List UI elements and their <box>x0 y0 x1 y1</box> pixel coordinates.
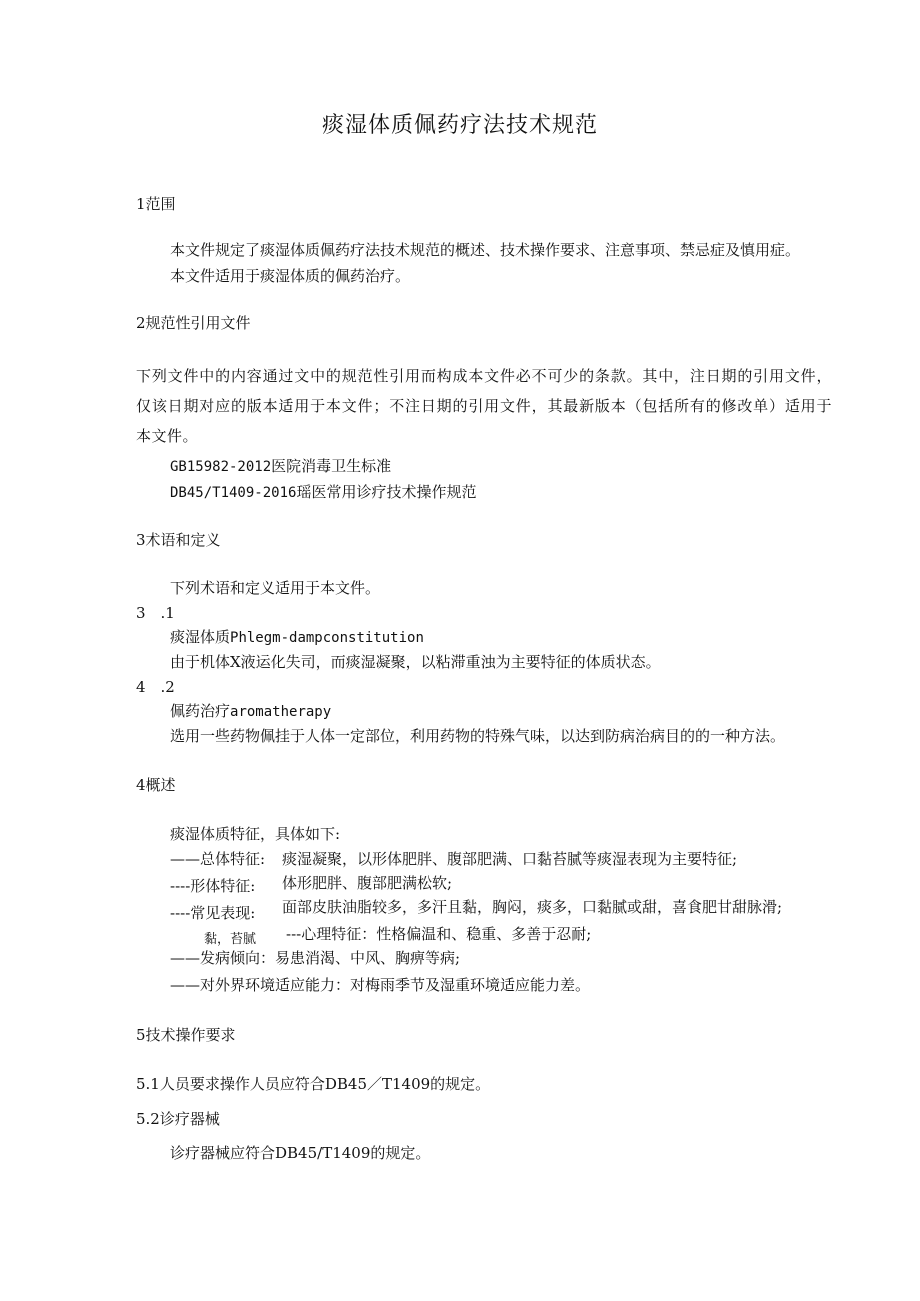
section-3-heading: 3术语和定义 <box>136 531 221 549</box>
reference-name: 医院消毒卫生标准 <box>271 457 392 475</box>
section-1-paragraph-1: 本文件规定了痰湿体质佩药疗法技术规范的概述、技术操作要求、注意事项、禁忌症及慎用症。 <box>170 241 801 259</box>
section-2-intro: 下列文件中的内容通过文中的规范性引用而构成本文件必不可少的条款。其中，注日期的引用文件，仅该日期对应的版本适用于本文件；不注日期的引用文件，其最新版本（包括所有的修改单）适用于本文件。 <box>136 367 832 445</box>
feature-text-disease: ——发病倾向：易患消渴、中风、胸痹等病; <box>170 949 461 967</box>
section-2-heading: 2规范性引用文件 <box>136 314 251 332</box>
term-1-definition: 由于机体X液运化失司，而痰湿凝聚，以粘滞重浊为主要特征的体质状态。 <box>170 653 661 671</box>
section-5-heading: 5技术操作要求 <box>136 1026 236 1044</box>
feature-text-psychology: ---心理特征：性格偏温和、稳重、多善于忍耐; <box>286 925 592 943</box>
term-1-name: 痰湿体质 <box>170 628 231 646</box>
section-1-heading: 1范围 <box>136 195 176 213</box>
term-2-definition: 选用一些药物佩挂于人体一定部位，利用药物的特殊气味，以达到防病治病目的的一种方法。 <box>170 727 786 745</box>
document-title: 痰湿体质佩药疗法技术规范 <box>321 113 598 138</box>
section-4-intro: 痰湿体质特征，具体如下: <box>170 825 341 843</box>
feature-text-adaptation: ——对外界环境适应能力：对梅雨季节及湿重环境适应能力差。 <box>170 976 591 994</box>
reference-name: 瑶医常用诊疗技术操作规范 <box>296 483 477 501</box>
term-1-heading <box>170 627 424 648</box>
feature-label-body: ----形体特征: <box>170 877 256 895</box>
reference-code: DB45/T1409-2016 <box>170 485 297 501</box>
reference-item <box>170 482 476 503</box>
reference-code: GB15982-2012 <box>170 459 272 475</box>
feature-label-common: ----常见表现: <box>170 904 256 922</box>
feature-text-body: 体形肥胖、腹部肥满松软; <box>282 874 453 892</box>
term-2-number: 4 .2 <box>136 678 175 696</box>
feature-label-overall: ——总体特征: <box>170 850 266 868</box>
section-3-intro: 下列术语和定义适用于本文件。 <box>170 579 381 597</box>
reference-item <box>170 456 391 477</box>
feature-text-common-overflow: 黏，苔腻 <box>204 932 257 947</box>
section-1-paragraph-2: 本文件适用于痰湿体质的佩药治疗。 <box>170 267 411 285</box>
term-2-heading <box>170 701 331 722</box>
section-4-heading: 4概述 <box>136 776 176 794</box>
section-5-1: 5.1人员要求操作人员应符合DB45／T1409的规定。 <box>136 1075 491 1093</box>
term-2-name: 佩药治疗 <box>170 702 231 720</box>
feature-text-common: 面部皮肤油脂较多，多汗且黏，胸闷，痰多，口黏腻或甜，喜食肥甘甜脉滑; <box>282 898 783 916</box>
section-5-2-text: 诊疗器械应符合DB45/T1409的规定。 <box>170 1144 431 1162</box>
section-5-2-heading: 5.2诊疗器械 <box>136 1110 220 1128</box>
term-1-number: 3 .1 <box>136 604 175 622</box>
term-1-english: Phlegm-dampconstitution <box>230 630 424 646</box>
feature-text-overall: 痰湿凝聚，以形体肥胖、腹部肥满、口黏苔腻等痰湿表现为主要特征; <box>282 850 738 868</box>
term-2-english: aromatherapy <box>230 704 332 720</box>
